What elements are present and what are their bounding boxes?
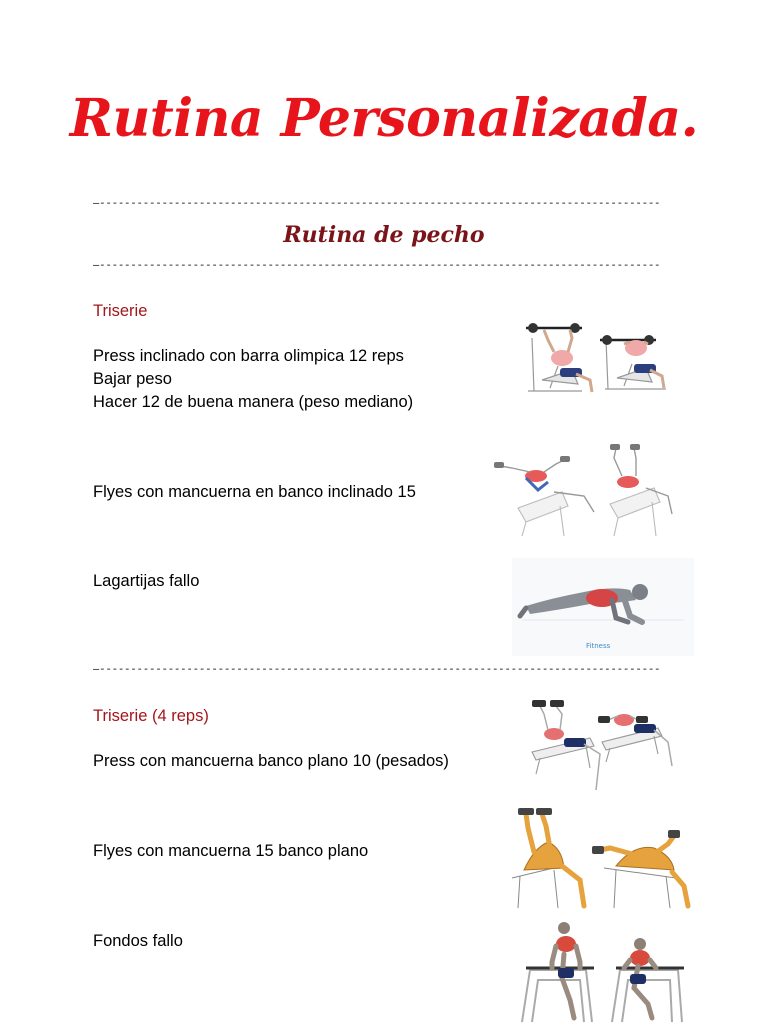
incline-barbell-press-illustration	[520, 318, 670, 396]
divider-under-section: —------------------------------------------------------------------------------------------	[93, 260, 661, 272]
block1-exercise2: Flyes con mancuerna en banco inclinado 15	[93, 483, 416, 501]
pushup-illustration	[512, 558, 694, 656]
divider-middle: —------------------------------------------------------------------------------------------	[93, 664, 661, 676]
divider-top: —------------------------------------------------------------------------------------------	[93, 198, 661, 210]
block2-exercise2: Flyes con mancuerna 15 banco plano	[93, 842, 369, 860]
block1-exercise1-line3: Hacer 12 de buena manera (peso mediano)	[93, 393, 414, 411]
page-title: Rutina Personalizada.	[69, 88, 699, 149]
block1-heading: Triserie	[93, 302, 148, 320]
block2-exercise1: Press con mancuerna banco plano 10 (pesados)	[93, 752, 449, 770]
flat-dumbbell-fly-illustration	[504, 808, 694, 914]
block2-heading: Triserie (4 reps)	[93, 707, 209, 725]
block2-exercise3: Fondos fallo	[93, 932, 183, 950]
block1-exercise1-line2: Bajar peso	[93, 370, 172, 388]
block1-exercise1-line1: Press inclinado con barra olimpica 12 reps	[93, 347, 404, 365]
block1-exercise3: Lagartijas fallo	[93, 572, 200, 590]
dips-illustration	[516, 918, 688, 1024]
incline-dumbbell-fly-illustration	[490, 442, 678, 538]
section-title: Rutina de pecho	[283, 222, 485, 248]
flat-dumbbell-press-illustration	[526, 696, 678, 794]
watermark: Fitness	[586, 642, 611, 650]
